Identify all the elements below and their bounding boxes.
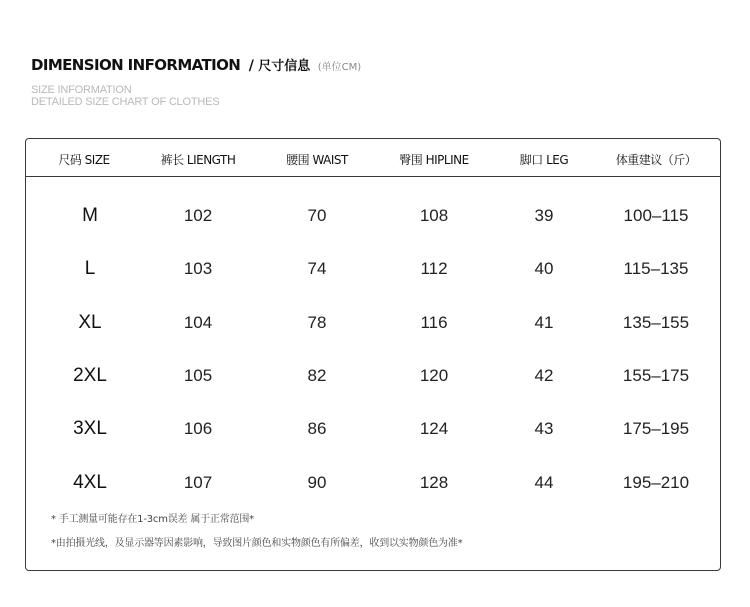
cell-leg: 42 [534, 366, 554, 385]
size-table [25, 138, 721, 571]
column-header-weight: 体重建议（斤） [615, 153, 697, 167]
header [31, 54, 361, 108]
title-separator: / [248, 58, 254, 74]
cell-size: 2XL [73, 365, 107, 386]
column-header-size: 尺码 SIZE [58, 153, 110, 167]
cell-length: 104 [183, 313, 213, 332]
cell-hipline: 128 [419, 473, 449, 492]
cell-waist: 86 [307, 419, 327, 438]
cell-length: 102 [183, 206, 213, 225]
cell-size: XL [78, 312, 102, 333]
cell-hipline: 120 [419, 366, 449, 385]
note-color-difference: *由拍摄光线，及显示器等因素影响，导致图片颜色和实物颜色有所偏差，收到以实物颜色为准* [51, 538, 463, 549]
cell-leg: 39 [534, 206, 554, 225]
column-header-leg: 脚口 LEG [519, 153, 569, 167]
column-header-length: 裤长 LIENGTH [160, 153, 236, 167]
cell-size: M [82, 205, 98, 226]
cell-length: 105 [183, 366, 213, 385]
cell-leg: 41 [534, 313, 554, 332]
title-chinese: 尺寸信息 [258, 59, 311, 74]
title-unit: (单位CM) [317, 62, 362, 73]
cell-length: 103 [183, 259, 213, 278]
cell-waist: 74 [307, 259, 327, 278]
cell-size: L [84, 258, 96, 279]
column-header-waist: 腰围 WAIST [286, 153, 348, 167]
table-row [26, 254, 720, 284]
cell-hipline: 108 [419, 206, 449, 225]
cell-weight: 100–115 [623, 206, 689, 225]
title-english: DIMENSION INFORMATION [31, 56, 241, 74]
cell-weight: 175–195 [622, 419, 690, 438]
title [31, 54, 361, 79]
cell-size: 4XL [73, 472, 107, 493]
cell-hipline: 124 [419, 419, 449, 438]
cell-length: 106 [183, 419, 213, 438]
subtitle-size-information: SIZE INFORMATION [31, 84, 132, 96]
table-header-row [26, 139, 720, 177]
table-row [26, 201, 720, 231]
cell-waist: 90 [307, 473, 327, 492]
cell-waist: 78 [307, 313, 327, 332]
cell-weight: 195–210 [622, 473, 690, 492]
cell-size: 3XL [73, 418, 107, 439]
table-row [26, 468, 720, 498]
table-row [26, 414, 720, 444]
cell-length: 107 [183, 473, 213, 492]
cell-leg: 40 [534, 259, 554, 278]
notes [51, 514, 462, 550]
note-measurement-error: * 手工测量可能存在1-3cm误差 属于正常范围* [51, 514, 254, 525]
cell-weight: 155–175 [622, 366, 690, 385]
table-row [26, 308, 720, 338]
cell-hipline: 116 [420, 313, 448, 332]
cell-weight: 115–135 [623, 259, 689, 278]
cell-leg: 44 [534, 473, 554, 492]
cell-weight: 135–155 [622, 313, 690, 332]
table-row [26, 361, 720, 391]
cell-waist: 82 [307, 366, 327, 385]
cell-leg: 43 [534, 419, 554, 438]
column-header-hipline: 臀围 HIPLINE [399, 153, 469, 167]
cell-hipline: 112 [420, 259, 448, 278]
cell-waist: 70 [307, 206, 327, 225]
subtitle-detailed-size-chart: DETAILED SIZE CHART OF CLOTHES [31, 96, 220, 108]
